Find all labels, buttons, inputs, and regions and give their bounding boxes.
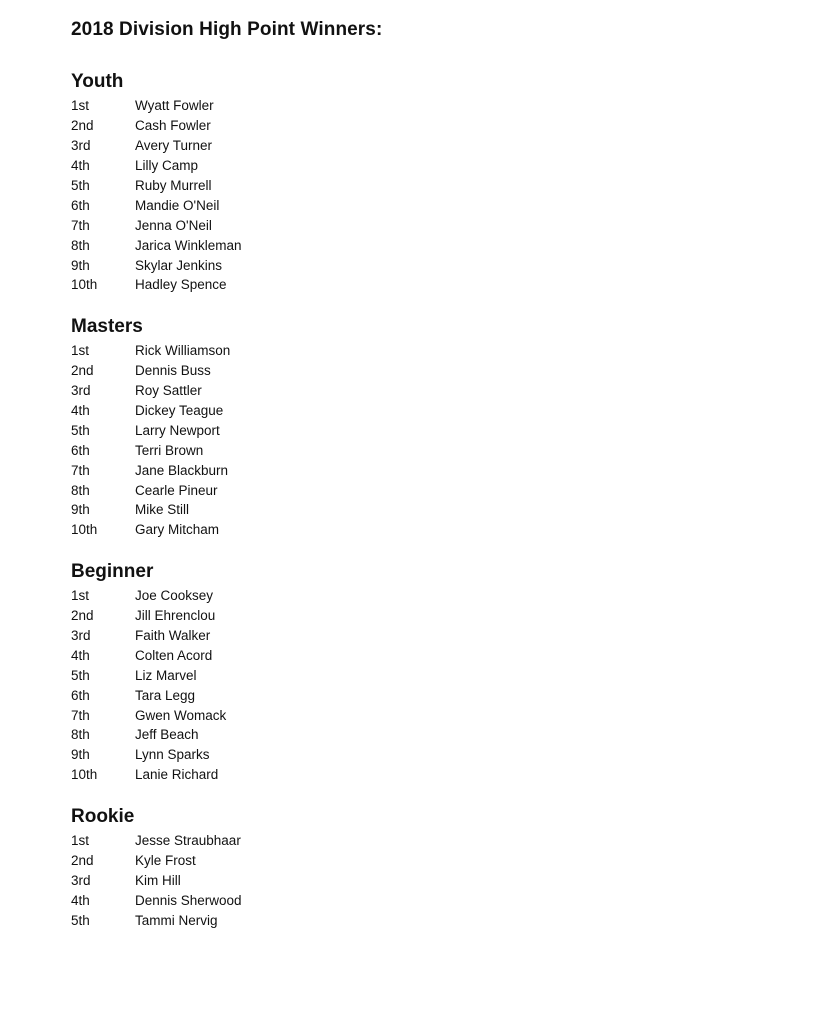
division-heading: Masters	[71, 315, 143, 337]
winner-row	[71, 626, 771, 646]
place-label: 6th	[71, 687, 90, 703]
place-label: 5th	[71, 422, 90, 438]
winner-name: Liz Marvel	[135, 667, 197, 683]
place-label: 1st	[71, 833, 90, 849]
winner-name: Cash Fowler	[135, 118, 211, 134]
winner-row	[71, 401, 771, 421]
division-youth	[71, 70, 771, 295]
winner-row	[71, 136, 771, 156]
winner-row	[71, 176, 771, 196]
winner-row	[71, 420, 771, 440]
place-label: 3rd	[71, 383, 91, 399]
winner-row	[71, 341, 771, 361]
winner-row	[71, 235, 771, 255]
winner-name: Cearle Pineur	[135, 482, 218, 498]
winner-name: Lynn Sparks	[135, 747, 210, 763]
winner-name: Hadley Spence	[135, 277, 227, 293]
winner-name: Gwen Womack	[135, 707, 227, 723]
winner-name: Jenna O'Neil	[135, 217, 212, 233]
document-title: 2018 Division High Point Winners:	[71, 19, 383, 40]
place-label: 6th	[71, 197, 90, 213]
winner-name: Colten Acord	[135, 647, 213, 663]
winner-name: Dennis Buss	[135, 363, 211, 379]
winner-name: Kyle Frost	[135, 853, 196, 869]
winner-name: Ruby Murrell	[135, 178, 212, 193]
winner-row	[71, 195, 771, 215]
winner-row	[71, 665, 771, 685]
winner-name: Terri Brown	[135, 442, 204, 458]
winner-row	[71, 116, 771, 136]
place-label: 2nd	[71, 608, 94, 624]
winner-name: Gary Mitcham	[135, 522, 220, 538]
place-label: 4th	[71, 403, 90, 419]
winners-list	[71, 341, 771, 540]
winner-row	[71, 440, 771, 460]
document-page	[71, 18, 771, 950]
winner-name: Avery Turner	[135, 138, 213, 154]
winner-row	[71, 851, 771, 871]
place-label: 7th	[71, 707, 90, 723]
place-label: 1st	[71, 588, 90, 604]
winner-name: Mike Still	[135, 502, 190, 518]
winner-name: Lilly Camp	[135, 158, 199, 174]
place-label: 1st	[71, 98, 90, 114]
winner-name: Jarica Winkleman	[135, 237, 242, 253]
winner-name: Skylar Jenkins	[135, 257, 223, 273]
winner-row	[71, 255, 771, 275]
winner-row	[71, 586, 771, 606]
winner-name: Kim Hill	[135, 872, 181, 888]
place-label: 4th	[71, 892, 90, 908]
place-label: 8th	[71, 237, 90, 253]
winner-row	[71, 645, 771, 665]
winner-name: Jill Ehrenclou	[135, 608, 216, 624]
winner-name: Faith Walker	[135, 628, 211, 644]
winner-row	[71, 765, 771, 785]
place-label: 9th	[71, 747, 90, 763]
place-label: 4th	[71, 647, 90, 663]
winner-name: Joe Cooksey	[135, 588, 214, 604]
winner-row	[71, 480, 771, 500]
place-label: 10th	[71, 767, 98, 783]
winner-row	[71, 275, 771, 295]
winner-row	[71, 910, 771, 930]
winner-row	[71, 725, 771, 745]
place-label: 3rd	[71, 628, 91, 644]
winner-row	[71, 96, 771, 116]
place-label: 1st	[71, 343, 90, 359]
division-heading: Youth	[71, 71, 124, 92]
place-label: 10th	[71, 277, 98, 293]
winner-row	[71, 500, 771, 520]
winner-name: Larry Newport	[135, 422, 220, 438]
place-label: 3rd	[71, 138, 91, 154]
division-beginner	[71, 560, 771, 785]
winner-name: Jesse Straubhaar	[135, 833, 241, 849]
winner-row	[71, 745, 771, 765]
place-label: 6th	[71, 442, 90, 458]
winner-name: Jane Blackburn	[135, 462, 229, 478]
winner-name: Rick Williamson	[135, 343, 231, 359]
division-heading: Beginner	[71, 560, 154, 582]
winners-list	[71, 586, 771, 785]
place-label: 4th	[71, 158, 90, 174]
winner-row	[71, 890, 771, 910]
winner-row	[71, 215, 771, 235]
winner-row	[71, 705, 771, 725]
winner-row	[71, 871, 771, 891]
winner-row	[71, 831, 771, 851]
winner-row	[71, 685, 771, 705]
place-label: 5th	[71, 178, 90, 193]
winner-row	[71, 361, 771, 381]
place-label: 5th	[71, 667, 90, 683]
place-label: 8th	[71, 482, 90, 498]
place-label: 2nd	[71, 853, 94, 869]
place-label: 2nd	[71, 363, 94, 379]
winner-name: Dickey Teague	[135, 403, 224, 419]
place-label: 9th	[71, 257, 90, 273]
division-rookie	[71, 805, 771, 930]
winner-name: Jeff Beach	[135, 727, 199, 743]
winner-row	[71, 460, 771, 480]
winner-row	[71, 520, 771, 540]
winner-name: Mandie O'Neil	[135, 197, 220, 213]
place-label: 7th	[71, 217, 90, 233]
place-label: 8th	[71, 727, 90, 743]
place-label: 5th	[71, 912, 90, 928]
division-heading: Rookie	[71, 805, 135, 827]
winner-name: Tara Legg	[135, 687, 196, 703]
winner-name: Dennis Sherwood	[135, 892, 242, 908]
winner-name: Tammi Nervig	[135, 912, 218, 928]
place-label: 2nd	[71, 118, 94, 134]
winners-list	[71, 831, 771, 930]
winner-name: Roy Sattler	[135, 383, 202, 399]
winners-list	[71, 96, 771, 295]
place-label: 3rd	[71, 872, 91, 888]
winner-name: Lanie Richard	[135, 767, 219, 783]
place-label: 9th	[71, 502, 90, 518]
winner-row	[71, 606, 771, 626]
winner-row	[71, 381, 771, 401]
winner-row	[71, 156, 771, 176]
place-label: 7th	[71, 462, 90, 478]
place-label: 10th	[71, 522, 98, 538]
division-masters	[71, 315, 771, 540]
winner-name: Wyatt Fowler	[135, 98, 214, 114]
